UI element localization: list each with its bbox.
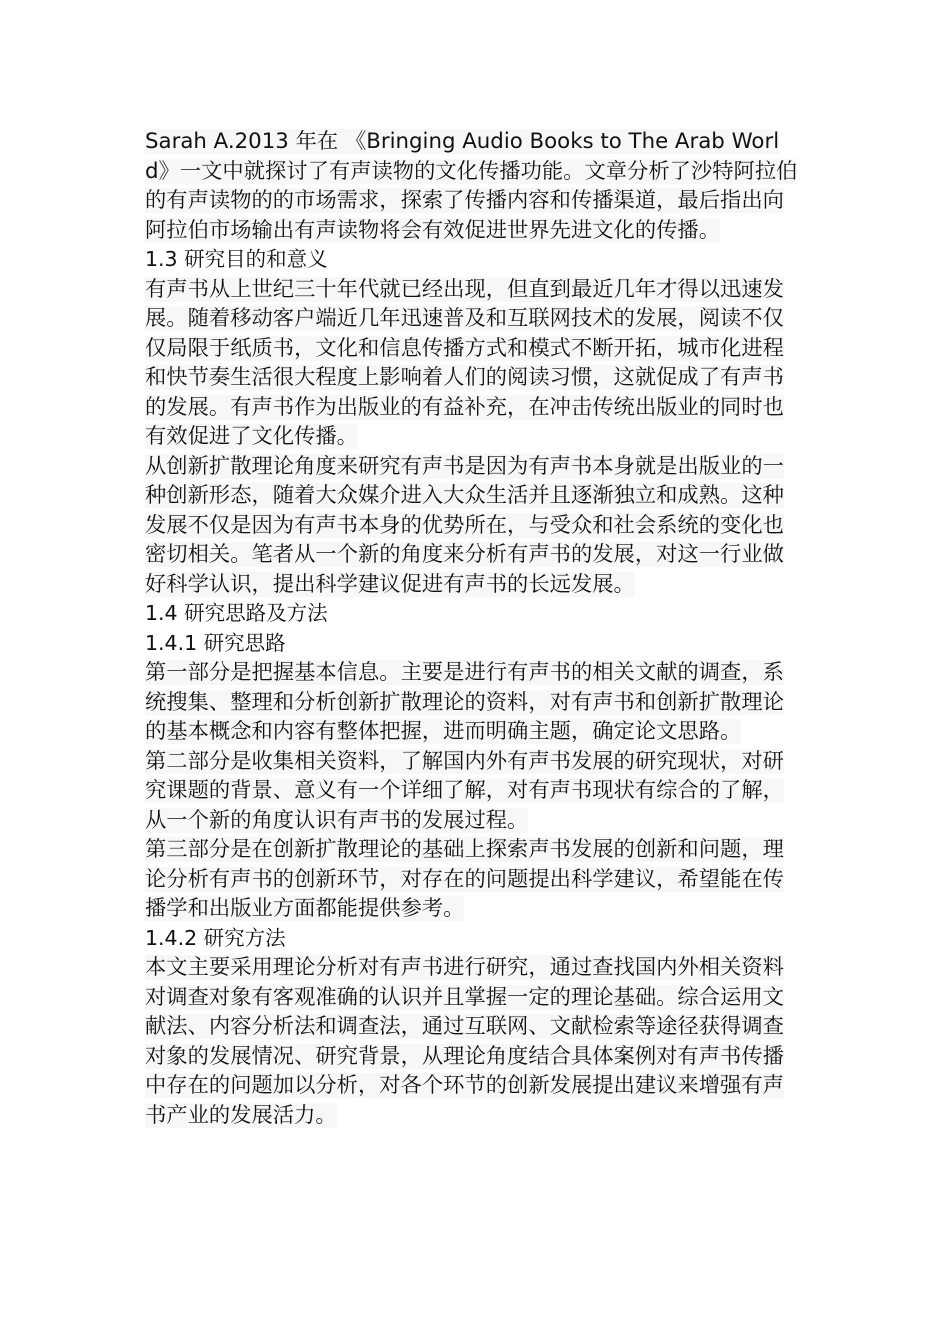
section-1-4-2-heading: 1.4.2 研究方法 [145, 925, 286, 950]
section-1-4-1-paragraph-3-text: 第三部分是在创新扩散理论的基础上探索声书发展的创新和问题，理论分析有声书的创新环节，对存在的问题提出科学建议，希望能在传播学和出版业方面都能提供参考。 [145, 837, 784, 921]
section-1-4-1-heading: 1.4.1 研究思路 [145, 630, 286, 655]
intro-text: Sarah A.2013 年在 《Bringing Audio Books to The Arab World》一文中就探讨了有声读物的文化传播功能。文章分析了沙特阿拉伯的有声读物的的市场需求，探索了传播内容和传播渠道，最后指出向阿拉伯市场输出有声读物将会有效促进世界先进文化的传播。 [145, 129, 798, 243]
section-1-3-paragraph-2 [145, 452, 800, 600]
section-1-4-heading: 1.4 研究思路及方法 [145, 601, 328, 625]
section-1-4-1-paragraph-1-text: 第一部分是把握基本信息。主要是进行有声书的相关文献的调查，系统搜集、整理和分析创新扩散理论的资料，对有声书和创新扩散理论的基本概念和内容有整体把握，进而明确主题，确定论文思路。 [145, 660, 784, 744]
section-1-4-1-paragraph-2-text: 第二部分是收集相关资料，了解国内外有声书发展的研究现状，对研究课题的背景、意义有一个详细了解，对有声书现状有综合的了解，从一个新的角度认识有声书的发展过程。 [145, 748, 784, 833]
section-1-4-2-paragraph-1-text: 本文主要采用理论分析对有声书进行研究，通过查找国内外相关资料对调查对象有客观准确的认识并且掌握一定的理论基础。综合运用文献法、内容分析法和调查法，通过互联网、文献检索等途径获得调查对象的发展情况、研究背景，从理论角度结合具体案例对有声书传播中存在的问题加以分析，对各个环节的创新发展提出建议来增强有声书产业的发展活力。 [145, 955, 784, 1128]
section-1-3-paragraph-2-text: 从创新扩散理论角度来研究有声书是因为有声书本身就是出版业的一种创新形态，随着大众媒介进入大众生活并且逐渐独立和成熟。这种发展不仅是因为有声书本身的优势所在，与受众和社会系统的变化也密切相关。笔者从一个新的角度来分析有声书的发展，对这一行业做好科学认识，提出科学建议促进有声书的长远发展。 [145, 453, 784, 597]
section-1-3-heading: 1.3 研究目的和意义 [145, 247, 328, 271]
document-page [145, 127, 800, 1130]
section-1-3-paragraph-1 [145, 275, 800, 452]
section-1-4-2-paragraph-1 [145, 953, 800, 1130]
section-1-4-1-paragraph-2 [145, 747, 800, 836]
section-1-4-1-paragraph-1 [145, 658, 800, 747]
section-1-4-1-paragraph-3 [145, 835, 800, 924]
intro-paragraph [145, 127, 800, 245]
section-1-3-paragraph-1-text: 有声书从上世纪三十年代就已经出现，但直到最近几年才得以迅速发展。随着移动客户端近几年迅速普及和互联网技术的发展，阅读不仅仅局限于纸质书，文化和信息传播方式和模式不断开拓，城市化进程和快节奏生活很大程度上影响着人们的阅读习惯，这就促成了有声书的发展。有声书作为出版业的有益补充，在冲击传统出版业的同时也有效促进了文化传播。 [145, 276, 784, 449]
